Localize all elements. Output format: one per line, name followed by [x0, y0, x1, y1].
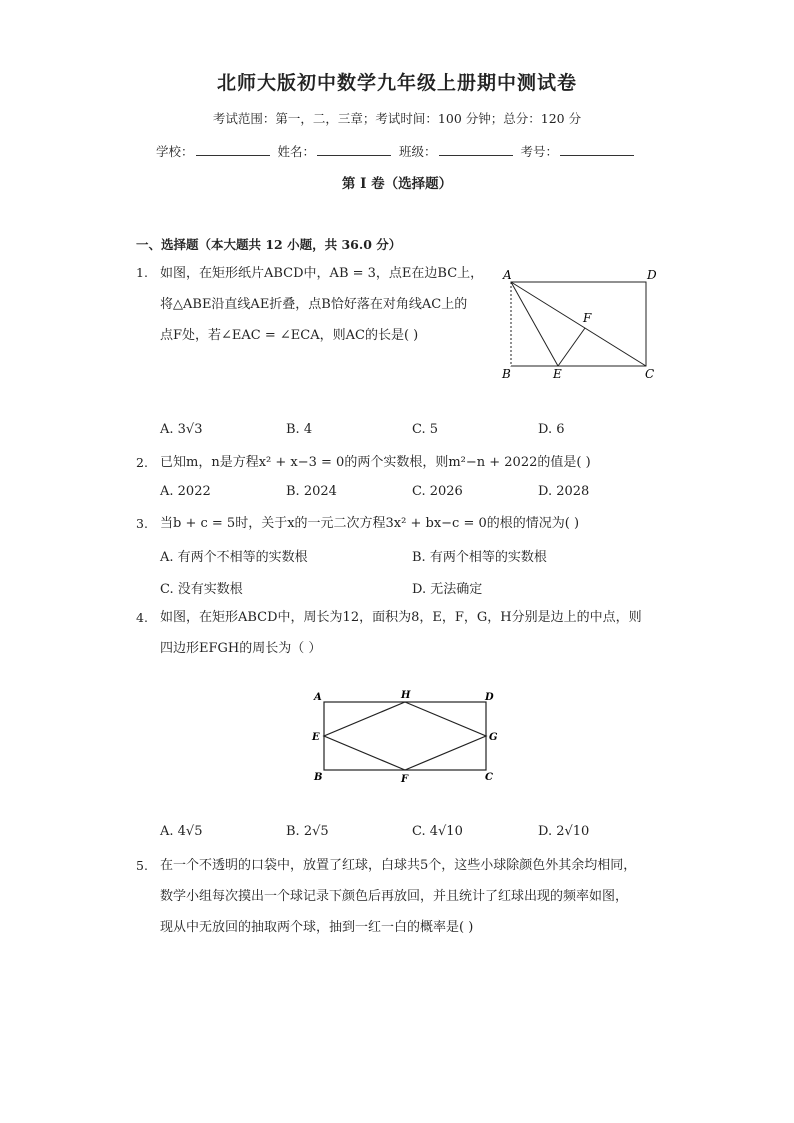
label-C: C	[485, 772, 493, 783]
question-4-line: 如图，在矩形ABCD中，周长为12，面积为8，E，F，G，H分别是边上的中点，则	[160, 610, 642, 625]
question-5-line: 在一个不透明的口袋中，放置了红球，白球共5个，这些小球除颜色外其余均相同，	[160, 858, 637, 873]
q3-option-b[interactable]: B. 有两个相等的实数根	[412, 550, 547, 565]
student-info-line	[0, 142, 794, 160]
q1-option-d[interactable]: D. 6	[538, 422, 565, 437]
number-blank[interactable]	[560, 143, 634, 156]
question-1-line: 如图，在矩形纸片ABCD中，AB = 3，点E在边BC上，	[160, 266, 484, 281]
question-1-figure	[496, 264, 666, 384]
name-label: 姓名：	[277, 144, 315, 159]
question-4-text	[160, 602, 642, 664]
class-label: 班级：	[398, 144, 437, 159]
q2-option-a[interactable]: A. 2022	[160, 484, 211, 499]
q3-option-d[interactable]: D. 无法确定	[412, 582, 483, 597]
label-C: C	[645, 367, 655, 381]
q2-option-c[interactable]: C. 2026	[412, 484, 463, 499]
question-5-line: 现从中无放回的抽取两个球，抽到一红一白的概率是( )	[160, 920, 474, 935]
question-5-text	[160, 850, 636, 943]
exam-scope: 考试范围：第一，二，三章；考试时间：100 分钟；总分：120 分	[212, 111, 582, 126]
q3-option-a[interactable]: A. 有两个不相等的实数根	[160, 550, 308, 565]
question-1-line: 点F处，若∠EAC = ∠ECA，则AC的长是( )	[160, 328, 419, 343]
question-4-number: 4.	[136, 610, 148, 625]
label-D: D	[647, 268, 657, 282]
q4-option-d[interactable]: D. 2√10	[538, 824, 590, 839]
question-5-line: 数学小组每次摸出一个球记录下颜色后再放回，并且统计了红球出现的频率如图，	[160, 889, 629, 904]
question-3-number: 3.	[136, 516, 148, 531]
q4-option-b[interactable]: B. 2√5	[286, 824, 329, 839]
label-A: A	[503, 268, 512, 282]
label-B: B	[314, 772, 323, 783]
q3-option-c[interactable]: C. 没有实数根	[160, 582, 243, 597]
question-1-line: 将△ABE沿直线AE折叠，点B恰好落在对角线AC上的	[160, 297, 468, 312]
question-1-number: 1.	[136, 265, 148, 280]
label-H: H	[401, 690, 411, 701]
q1-option-b[interactable]: B. 4	[286, 422, 313, 437]
label-A: A	[314, 692, 322, 703]
section-heading: 一、选择题（本大题共 12 小题，共 36.0 分）	[136, 237, 402, 252]
school-blank[interactable]	[196, 143, 270, 156]
page-title: 北师大版初中数学九年级上册期中测试卷	[216, 72, 577, 94]
label-F: F	[583, 311, 592, 325]
q1-option-c[interactable]: C. 5	[412, 422, 439, 437]
number-label: 考号：	[520, 144, 558, 159]
q2-option-d[interactable]: D. 2028	[538, 484, 590, 499]
q2-option-b[interactable]: B. 2024	[286, 484, 337, 499]
q4-option-a[interactable]: A. 4√5	[160, 824, 203, 839]
class-blank[interactable]	[439, 143, 513, 156]
question-4-line: 四边形EFGH的周长为（ ）	[160, 641, 322, 656]
label-D: D	[485, 692, 494, 703]
label-E: E	[312, 732, 320, 743]
question-3-text: 当b + c = 5时，关于x的一元二次方程3x² + bx−c = 0的根的情况为( )	[160, 516, 580, 531]
q1-option-a[interactable]: A. 3√3	[160, 422, 203, 437]
part-heading: 第 I 卷（选择题）	[341, 176, 453, 192]
question-1-text	[160, 258, 483, 351]
label-E: E	[553, 367, 562, 381]
question-2-number: 2.	[136, 455, 148, 470]
question-5-number: 5.	[136, 858, 148, 873]
label-G: G	[489, 732, 498, 743]
question-2-text: 已知m，n是方程x² + x−3 = 0的两个实数根，则m²−n + 2022的值是( )	[160, 455, 591, 470]
name-blank[interactable]	[317, 143, 391, 156]
question-4-figure	[306, 686, 502, 790]
label-F: F	[401, 774, 409, 785]
label-B: B	[502, 367, 511, 381]
school-label: 学校：	[155, 144, 194, 159]
q4-option-c[interactable]: C. 4√10	[412, 824, 463, 839]
